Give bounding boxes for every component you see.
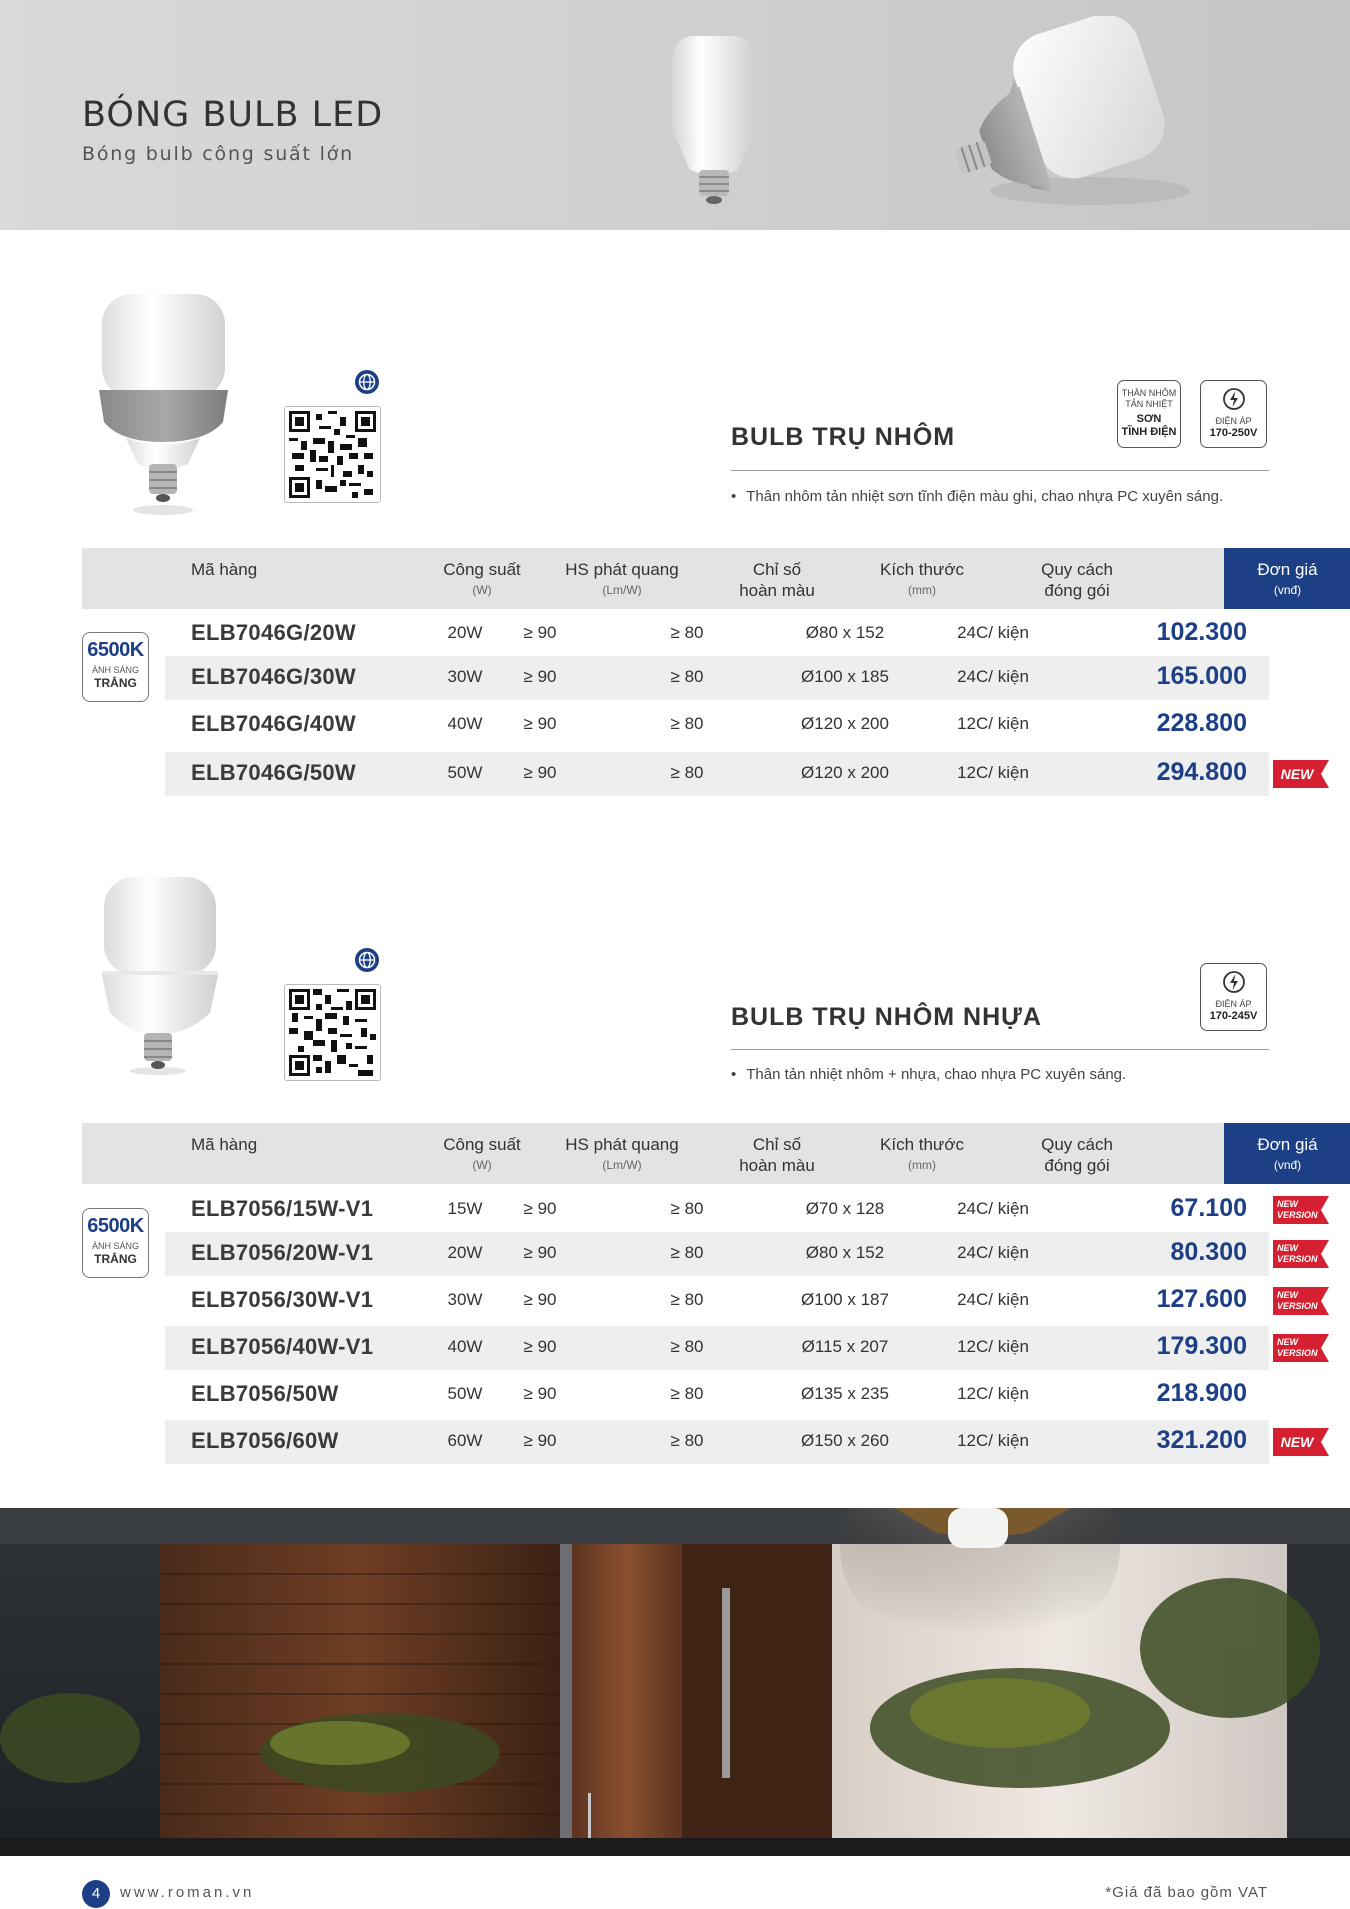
row-cri: ≥ 80 — [670, 763, 704, 782]
header-cri: Chỉ số hoàn màu — [739, 1135, 815, 1175]
qr-code-product-1[interactable] — [284, 406, 381, 503]
row-pack: 12C/ kiện — [957, 763, 1029, 782]
table-row — [165, 612, 1269, 656]
row-price: 127.600 — [1156, 1285, 1247, 1313]
table-header-2 — [82, 1123, 1318, 1184]
svg-text:NEW: NEW — [1277, 1337, 1298, 1347]
table-row — [165, 1279, 1269, 1323]
row-power: 40W — [447, 714, 483, 733]
table-header-1 — [82, 548, 1318, 609]
row-pack: 12C/ kiện — [957, 1431, 1029, 1450]
row-code: ELB7046G/20W — [191, 620, 357, 645]
row-code: ELB7056/15W-V1 — [191, 1196, 374, 1221]
page-number: 4 — [82, 1880, 110, 1908]
row-code: ELB7056/30W-V1 — [191, 1287, 374, 1312]
new-version-tag — [1273, 1239, 1335, 1269]
header-size: Kích thước (mm) — [880, 1135, 964, 1172]
row-price: 165.000 — [1156, 662, 1247, 690]
svg-text:VERSION: VERSION — [1277, 1210, 1318, 1220]
row-size: Ø115 x 207 — [801, 1337, 889, 1356]
product-description-2: • Thân tản nhiệt nhôm + nhựa, chao nhựa PC xuyên sáng. — [731, 1066, 1127, 1083]
header-size: Kích thước (mm) — [880, 560, 964, 597]
product-image-aluminum-plastic-bulb — [96, 875, 226, 1075]
svg-text:NEW: NEW — [1280, 766, 1314, 782]
row-power: 50W — [447, 763, 483, 782]
table-row — [165, 1326, 1269, 1370]
row-cri: ≥ 80 — [670, 1384, 704, 1403]
cct-badge-1: 6500K ÁNH SÁNG TRẮNG — [82, 632, 149, 702]
body-finish-badge: THÂN NHÔM TẢN NHIỆT SƠN TĨNH ĐIỆN — [1117, 380, 1181, 448]
row-cri: ≥ 80 — [670, 667, 704, 686]
hero-bulb-small-image — [666, 34, 762, 206]
row-size: Ø135 x 235 — [801, 1384, 889, 1403]
svg-text:NEW: NEW — [1277, 1243, 1298, 1253]
header-power: Công suất (W) — [443, 560, 521, 597]
row-pack: 24C/ kiện — [957, 1243, 1029, 1262]
header-price: Đơn giá (vnđ) — [1224, 548, 1350, 609]
row-price: 228.800 — [1156, 709, 1247, 737]
website-link[interactable]: www.roman.vn — [120, 1884, 255, 1901]
lightning-icon — [1222, 970, 1246, 994]
header-lumen: HS phát quang (Lm/W) — [565, 1135, 679, 1172]
svg-text:VERSION: VERSION — [1277, 1348, 1318, 1358]
page-title: BÓNG BULB LED — [82, 95, 384, 135]
product-title-1: BULB TRỤ NHÔM — [731, 423, 956, 451]
house-facade-image — [0, 1508, 1350, 1856]
header-price: Đơn giá (vnđ) — [1224, 1123, 1350, 1184]
row-price: 67.100 — [1170, 1194, 1247, 1222]
table-row — [165, 752, 1269, 796]
ambient-photo — [0, 1508, 1350, 1856]
row-price: 218.900 — [1156, 1379, 1247, 1407]
hero-bulb-large-image — [940, 16, 1210, 216]
row-lumen: ≥ 90 — [523, 714, 557, 733]
globe-icon[interactable] — [354, 947, 380, 973]
svg-text:NEW: NEW — [1280, 1434, 1314, 1450]
row-size: Ø80 x 152 — [805, 623, 885, 642]
product-title-2: BULB TRỤ NHÔM NHỰA — [731, 1003, 1042, 1031]
row-pack: 12C/ kiện — [957, 1337, 1029, 1356]
product-image-aluminum-bulb — [96, 292, 231, 516]
row-code: ELB7046G/30W — [191, 664, 357, 689]
row-size: Ø80 x 152 — [805, 1243, 885, 1262]
svg-text:NEW: NEW — [1277, 1290, 1298, 1300]
row-code: ELB7056/60W — [191, 1428, 339, 1453]
row-size: Ø70 x 128 — [805, 1199, 885, 1218]
header-lumen: HS phát quang (Lm/W) — [565, 560, 679, 597]
table-row — [165, 1373, 1269, 1417]
row-cri: ≥ 80 — [670, 623, 704, 642]
row-lumen: ≥ 90 — [523, 1243, 557, 1262]
header-code: Mã hàng — [191, 1135, 258, 1154]
globe-icon[interactable] — [354, 369, 380, 395]
new-version-tag — [1273, 1333, 1335, 1363]
row-code: ELB7046G/40W — [191, 711, 357, 736]
row-size: Ø100 x 187 — [801, 1290, 889, 1309]
row-size: Ø100 x 185 — [801, 667, 889, 686]
row-power: 30W — [447, 1290, 483, 1309]
row-power: 30W — [447, 667, 483, 686]
row-code: ELB7056/40W-V1 — [191, 1334, 374, 1359]
new-version-tag — [1273, 1286, 1335, 1316]
row-cri: ≥ 80 — [670, 1199, 704, 1218]
lightning-icon — [1222, 387, 1246, 411]
row-size: Ø120 x 200 — [801, 714, 889, 733]
page-header — [0, 0, 1350, 230]
header-power: Công suất (W) — [443, 1135, 521, 1172]
qr-code-product-2[interactable] — [284, 984, 381, 1081]
svg-text:VERSION: VERSION — [1277, 1301, 1318, 1311]
title-divider-1 — [731, 470, 1269, 471]
table-row — [165, 656, 1269, 700]
row-size: Ø120 x 200 — [801, 763, 889, 782]
row-pack: 24C/ kiện — [957, 1199, 1029, 1218]
voltage-badge-2: ĐIỆN ÁP 170-245V — [1200, 963, 1267, 1031]
row-cri: ≥ 80 — [670, 714, 704, 733]
new-tag — [1273, 1427, 1335, 1457]
row-power: 60W — [447, 1431, 483, 1450]
header-pack: Quy cách đóng gói — [1041, 1135, 1113, 1175]
product-description-1: • Thân nhôm tản nhiệt sơn tĩnh điện màu ghi, chao nhựa PC xuyên sáng. — [731, 488, 1224, 505]
row-code: ELB7056/20W-V1 — [191, 1240, 374, 1265]
row-price: 102.300 — [1156, 618, 1247, 646]
row-size: Ø150 x 260 — [801, 1431, 889, 1450]
page-subtitle: Bóng bulb công suất lớn — [82, 143, 354, 165]
row-code: ELB7046G/50W — [191, 760, 357, 785]
row-lumen: ≥ 90 — [523, 1337, 557, 1356]
table-row — [165, 1420, 1269, 1464]
row-pack: 24C/ kiện — [957, 1290, 1029, 1309]
row-lumen: ≥ 90 — [523, 667, 557, 686]
bullet-icon: • — [731, 1066, 737, 1083]
row-power: 20W — [447, 623, 483, 642]
table-row — [165, 1232, 1269, 1276]
row-price: 80.300 — [1170, 1238, 1247, 1266]
row-lumen: ≥ 90 — [523, 763, 557, 782]
row-cri: ≥ 80 — [670, 1290, 704, 1309]
row-lumen: ≥ 90 — [523, 1199, 557, 1218]
header-code: Mã hàng — [191, 560, 258, 579]
row-pack: 24C/ kiện — [957, 667, 1029, 686]
header-pack: Quy cách đóng gói — [1041, 560, 1113, 600]
row-power: 40W — [447, 1337, 483, 1356]
row-pack: 12C/ kiện — [957, 714, 1029, 733]
row-lumen: ≥ 90 — [523, 1290, 557, 1309]
row-cri: ≥ 80 — [670, 1431, 704, 1450]
voltage-badge-1: ĐIỆN ÁP 170-250V — [1200, 380, 1267, 448]
row-price: 294.800 — [1156, 758, 1247, 786]
row-cri: ≥ 80 — [670, 1337, 704, 1356]
row-cri: ≥ 80 — [670, 1243, 704, 1262]
row-lumen: ≥ 90 — [523, 623, 557, 642]
row-lumen: ≥ 90 — [523, 1431, 557, 1450]
bullet-icon: • — [731, 488, 737, 505]
row-code: ELB7056/50W — [191, 1381, 339, 1406]
row-price: 179.300 — [1156, 1332, 1247, 1360]
title-divider-2 — [731, 1049, 1269, 1050]
row-power: 15W — [447, 1199, 483, 1218]
cct-badge-2: 6500K ÁNH SÁNG TRẮNG — [82, 1208, 149, 1278]
svg-text:NEW: NEW — [1277, 1199, 1298, 1209]
row-power: 50W — [447, 1384, 483, 1403]
row-price: 321.200 — [1156, 1426, 1247, 1454]
row-power: 20W — [447, 1243, 483, 1262]
new-tag — [1273, 759, 1335, 789]
header-cri: Chỉ số hoàn màu — [739, 560, 815, 600]
row-pack: 24C/ kiện — [957, 623, 1029, 642]
new-version-tag — [1273, 1195, 1335, 1225]
vat-note: *Giá đã bao gồm VAT — [1105, 1884, 1268, 1901]
row-pack: 12C/ kiện — [957, 1384, 1029, 1403]
svg-text:VERSION: VERSION — [1277, 1254, 1318, 1264]
table-row — [165, 703, 1269, 747]
row-lumen: ≥ 90 — [523, 1384, 557, 1403]
table-row — [165, 1188, 1269, 1232]
